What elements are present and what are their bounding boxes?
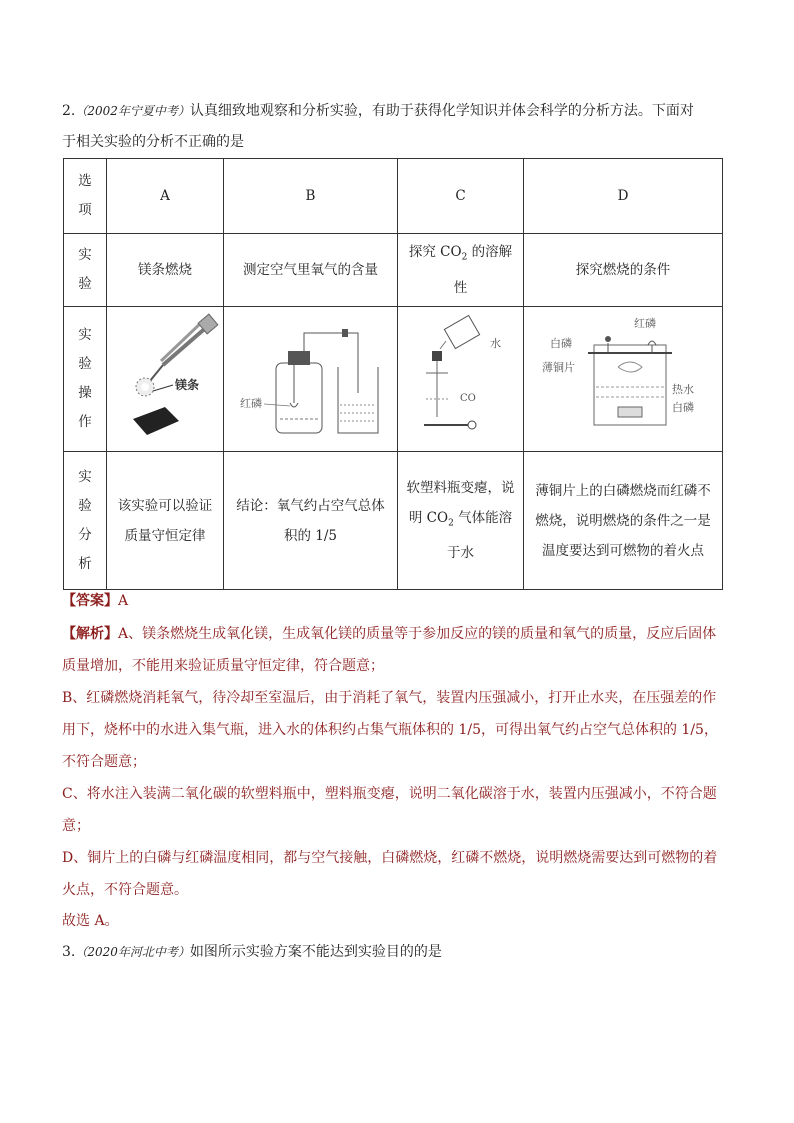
analysis-line-9: 火点，不符合题意。	[62, 882, 188, 898]
question-number: 2.	[62, 103, 76, 119]
magnesium-burning-figure	[111, 307, 219, 444]
label-white-phosphorus-water: 白磷	[672, 401, 694, 414]
row-label-experiment: 实 验	[64, 234, 107, 307]
label-magnesium: 镁条	[175, 378, 200, 392]
label-water: 水	[490, 337, 501, 350]
label-hot-water: 热水	[672, 383, 694, 396]
answer-value: A	[118, 593, 129, 609]
oxygen-content-figure	[228, 307, 393, 444]
question-3-line	[62, 941, 442, 963]
analysis-b: 结论：氧气约占空气总体 积的 1/5	[224, 452, 398, 590]
row-label-analysis: 实 验 分 析	[64, 452, 107, 590]
figure-c-cell	[398, 307, 524, 452]
question-source: （2002年宁夏中考）	[75, 104, 190, 118]
option-d: D	[524, 159, 723, 234]
analysis-line-1: 【解析】A、镁条燃烧生成氧化镁，生成氧化镁的质量等于参加反应的镁的质量和氧气的质量，反应后固体	[62, 626, 717, 642]
row-label-operation: 实 验 操 作	[64, 307, 107, 452]
label-co: CO	[460, 393, 476, 404]
label-copper-sheet: 薄铜片	[542, 361, 575, 374]
analysis-line-6: C、将水注入装满二氧化碳的软塑料瓶中，塑料瓶变瘪，说明二氧化碳溶于水，装置内压强减小，不符合题	[62, 786, 717, 802]
question-number: 3.	[62, 944, 76, 960]
figure-a-cell	[107, 307, 224, 452]
row-label-option: 选 项	[64, 159, 107, 234]
answer-tag: 【答案】	[62, 593, 118, 609]
table-row-analysis	[64, 452, 723, 590]
experiment-a: 镁条燃烧	[107, 234, 224, 307]
option-c: C	[398, 159, 524, 234]
answer-line	[62, 590, 128, 612]
figure-d-cell	[524, 307, 723, 452]
analysis-line-2: 质量增加，不能用来验证质量守恒定律，符合题意；	[62, 658, 384, 674]
analysis-line-5: 不符合题意；	[62, 754, 146, 770]
label-red-phosphorus: 红磷	[240, 397, 262, 410]
analysis-line-8: D、铜片上的白磷与红磷温度相同，都与空气接触，白磷燃烧，红磷不燃烧，说明燃烧需要达到可燃物的着	[62, 850, 718, 866]
option-a: A	[107, 159, 224, 234]
analysis-line-10: 故选 A。	[62, 913, 119, 929]
question-text: 认真细致地观察和分析实验，有助于获得化学知识并体会科学的分析方法。下面对	[189, 103, 694, 119]
question-2-line-1	[62, 100, 730, 122]
analysis-tag: 【解析】	[62, 626, 118, 642]
analysis-a: 该实验可以验证 质量守恒定律	[107, 452, 224, 590]
question-source: （2020年河北中考）	[75, 945, 190, 959]
experiment-b: 测定空气里氧气的含量	[224, 234, 398, 307]
table-row-experiments	[64, 234, 723, 307]
analysis-line-7: 意；	[62, 818, 90, 834]
analysis-d: 薄铜片上的白磷燃烧而红磷不 燃烧，说明燃烧的条件之一是 温度要达到可燃物的着火点	[524, 452, 723, 590]
experiment-d: 探究燃烧的条件	[524, 234, 723, 307]
question-2-line-2	[62, 131, 730, 153]
experiment-table	[63, 158, 723, 590]
label-red-phosphorus-d: 红磷	[634, 317, 656, 330]
experiment-c: 探究 $CO_2$ 的溶解 性	[398, 234, 524, 307]
co2-solubility-figure	[402, 307, 519, 444]
question-text: 如图所示实验方案不能达到实验目的的是	[189, 944, 442, 960]
figure-b-cell	[224, 307, 398, 452]
combustion-conditions-figure	[528, 307, 718, 444]
analysis-line-3: B、红磷燃烧消耗氧气，待冷却至室温后，由于消耗了氧气，装置内压强减小，打开止水夹，在压强差的作	[62, 690, 717, 706]
analysis-c: 软塑料瓶变瘪，说 明 $CO_2$ 气体能溶 于水	[398, 452, 524, 590]
table-row-operations	[64, 307, 723, 452]
option-b: B	[224, 159, 398, 234]
analysis-line-4: 用下，烧杯中的水进入集气瓶，进入水的体积约占集气瓶体积的 1/5，可得出氧气约占空气总体积的 1/5，	[62, 722, 718, 738]
question-text: 于相关实验的分析不正确的是	[62, 134, 244, 150]
label-white-phosphorus: 白磷	[550, 337, 572, 350]
table-row-options	[64, 159, 723, 234]
